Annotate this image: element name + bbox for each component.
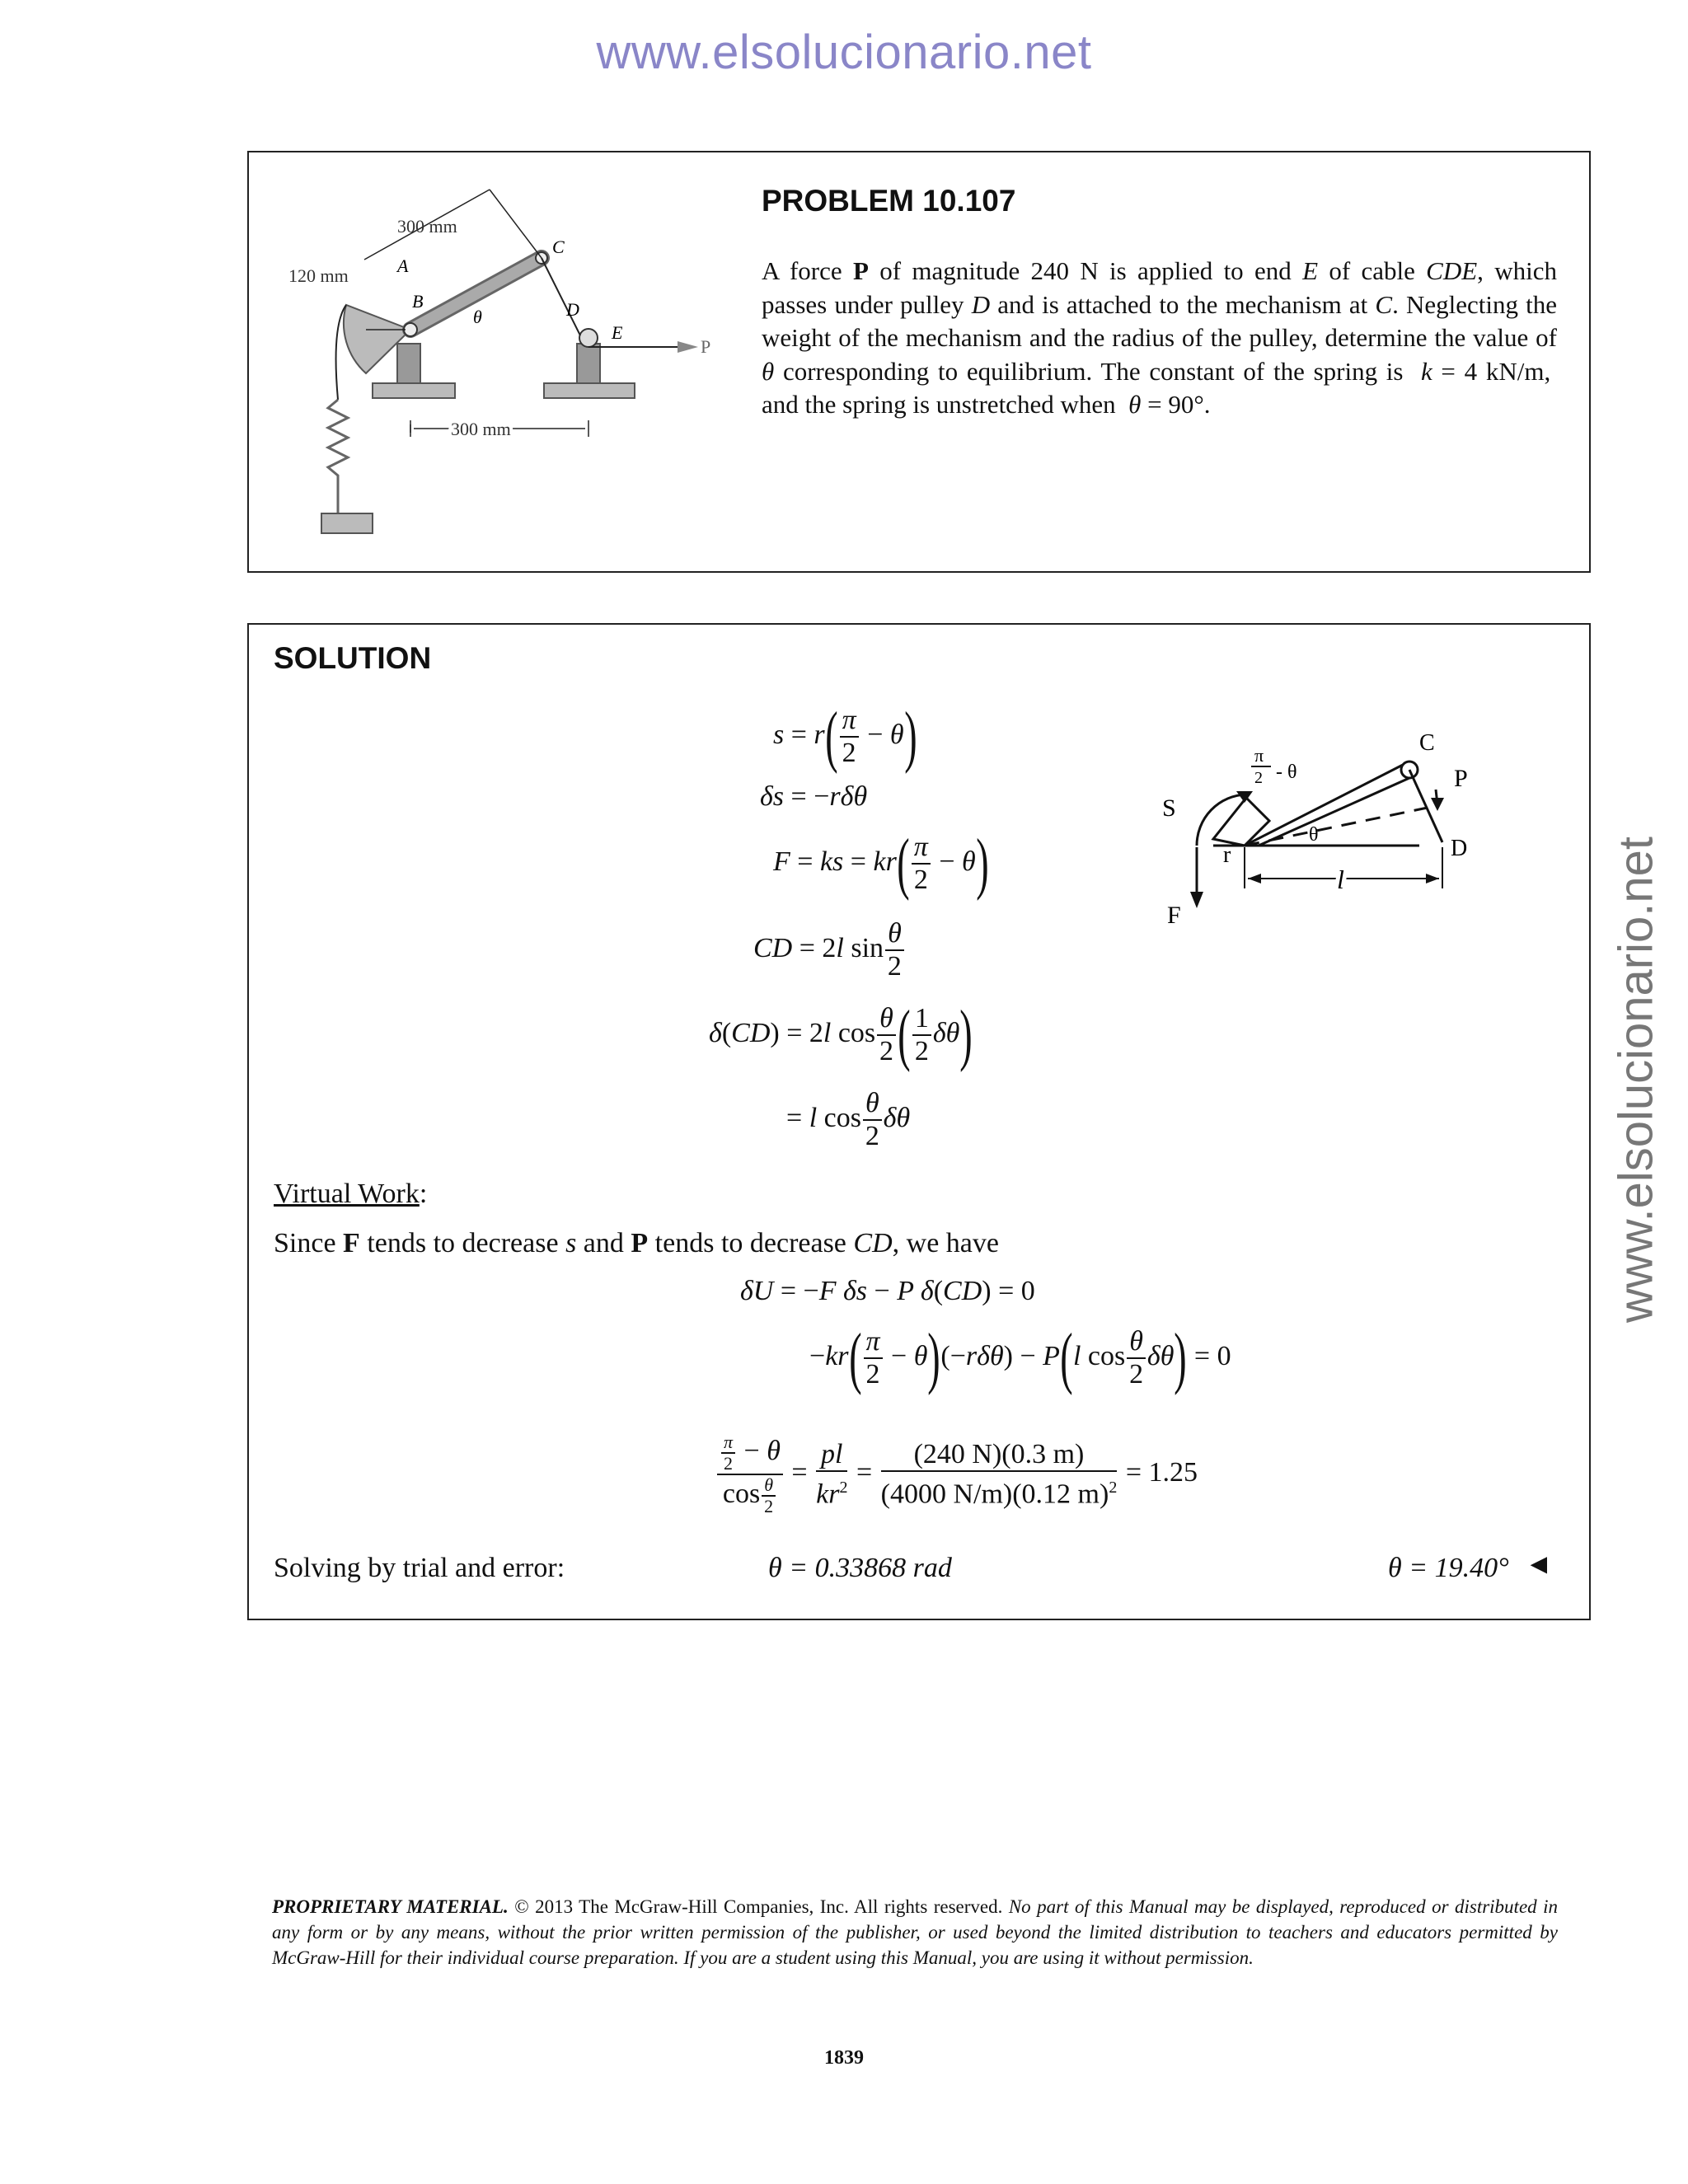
solution-box <box>247 623 1591 1620</box>
sketch-label-l: l <box>1337 865 1344 894</box>
sketch-angle-den: 2 <box>1254 769 1263 787</box>
fig-label-a: A <box>397 255 409 276</box>
ratio-result: = 1.25 <box>1125 1456 1198 1488</box>
sketch-label-c: C <box>1419 730 1435 756</box>
fig-label-c: C <box>552 237 565 257</box>
fig-dim-bottom: 300 mm <box>451 419 511 439</box>
page-number: 1839 <box>824 2047 864 2069</box>
eq-delta-s: δs = −rδθ <box>760 781 868 812</box>
trial-label: Solving by trial and error: <box>274 1553 565 1583</box>
sketch-angle-num: π <box>1254 745 1264 766</box>
sketch-label-p: P <box>1454 765 1468 792</box>
problem-figure <box>249 152 743 565</box>
fig-dim-left: 120 mm <box>288 265 349 286</box>
fig-label-b: B <box>412 291 424 312</box>
problem-statement: A force P of magnitude 240 N is applied to end E of cable CDE, which passes under pulley D and is attached to the mechanism at C. Neglecting the weight of the mechanism and the radius of the pulley, determine the value of θ corresponding to equilibrium. The constant of the spring is k = 4 kN/m, and the spring is unstretched when θ = 90°. <box>762 256 1557 419</box>
eq-virtual-work: δU = −F δs − P δ(CD) = 0 <box>740 1276 1035 1306</box>
sketch-label-r: r <box>1223 842 1231 868</box>
solution-title: SOLUTION <box>274 641 432 675</box>
answer-marker: ◄ <box>1525 1549 1553 1580</box>
sketch-label-f: F <box>1167 902 1181 929</box>
eq-virtual-work-expanded: −kr( $\frac{\pi}{2}$ − θ)(−rδθ) − P(l cos $\frac{\theta}{2}$ δθ) = 0 <box>809 1319 1231 1396</box>
solution-sketch <box>1147 715 1493 930</box>
eq-f: F = ks = kr( $\frac{\pi}{2}$ − θ) <box>773 825 989 902</box>
since-statement: Since F tends to decrease s and P tends to decrease CD, we have <box>274 1228 999 1258</box>
virtual-work-heading: Virtual Work: <box>274 1179 428 1209</box>
fig-label-p: P <box>701 336 711 357</box>
fig-label-theta: θ <box>473 307 482 327</box>
ratio-denominator: (4000 N/m)(0.12 m) <box>880 1479 1109 1510</box>
ratio-numerator: (240 N)(0.3 m) <box>881 1439 1118 1472</box>
sketch-angle-rest: - θ <box>1276 762 1297 783</box>
eq-delta-cd: δ(CD) = 2l cos $\frac{\theta}{2}$ ( $\frac{1}{2}$ δθ) <box>709 996 973 1073</box>
eq-s: s = r( $\frac{\pi}{2}$ − θ) <box>773 698 917 775</box>
problem-title: PROBLEM 10.107 <box>762 184 1016 218</box>
fig-label-e: E <box>612 322 623 343</box>
theta-deg: θ = 19.40° <box>1388 1553 1509 1583</box>
sketch-label-theta: θ <box>1309 824 1319 846</box>
theta-rad: θ = 0.33868 rad <box>768 1553 952 1583</box>
problem-box <box>247 151 1591 573</box>
copyright-footer: PROPRIETARY MATERIAL. © 2013 The McGraw-Hill Companies, Inc. All rights reserved. No part of this Manual may be displayed, reproduced or distributed in any form or by any means, without the prior written permission of the publisher, or used beyond the limited distribution to teachers and educators permitted by McGraw-Hill for their individual course preparation. If you are a student using this Manual, you are using it without permission. <box>272 1896 1558 1968</box>
eq-cd: CD = 2l sin $\frac{\theta}{2}$ <box>753 918 906 982</box>
fig-label-d: D <box>566 299 579 320</box>
watermark-side: www.elsolucionario.net <box>1609 837 1663 1323</box>
eq-ratio: $\frac{\pi}{2}$ − θ cos $\frac{\theta}{2}$ = $\frac{pl}{kr^2}$ = $\frac{(240 N)(0.3 m)}{(4000 N/m)(0.12 m)^2}$ = 1.25 <box>715 1432 1198 1516</box>
watermark-top: www.elsolucionario.net <box>596 26 1092 79</box>
fig-dim-top: 300 mm <box>397 216 457 237</box>
eq-delta-cd-2: = l cos $\frac{\theta}{2}$ δθ <box>786 1088 911 1151</box>
sketch-label-d: D <box>1451 836 1468 861</box>
sketch-label-s: S <box>1162 794 1176 822</box>
